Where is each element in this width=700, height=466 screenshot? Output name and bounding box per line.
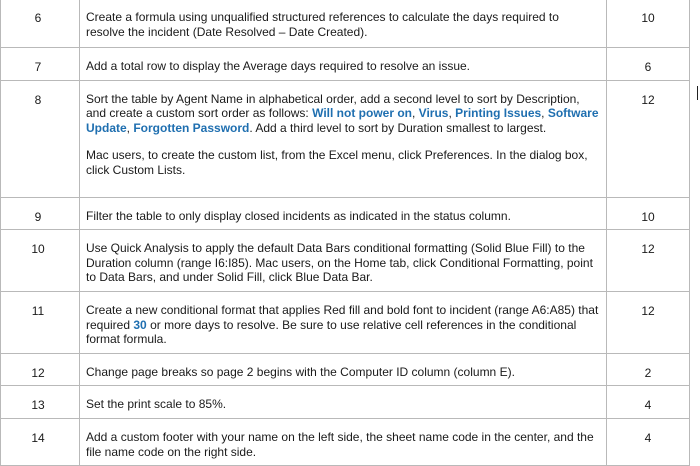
step-number-cell — [1, 0, 80, 48]
step-description — [80, 81, 606, 184]
format-text-before: Create a new conditional format that applies Red fill and bold font to incident (range A6:A85) that required — [86, 302, 599, 332]
step-number-cell — [1, 197, 80, 230]
step-description-cell — [80, 197, 607, 230]
custom-sort-item: Printing Issues — [455, 106, 542, 121]
step-number-cell — [1, 386, 80, 419]
points-cell — [607, 48, 690, 81]
points-value: 2 — [644, 365, 652, 380]
step-number-cell — [1, 291, 80, 353]
points-value: 6 — [644, 60, 652, 74]
table-row — [1, 291, 690, 353]
step-description: Add a total row to display the Average days required to resolve an issue. — [86, 59, 471, 73]
points-value: 4 — [644, 398, 652, 413]
sort-text-before: Sort the table by Agent Name in alphabetical order, add a second level to sort by Description, and create a custom sort order as follows: — [86, 91, 580, 121]
step-description: Change page breaks so page 2 begins with the Computer ID column (column E). — [86, 364, 515, 379]
points-value: 12 — [641, 242, 655, 257]
points-cell — [607, 80, 690, 197]
custom-sort-item: Software Update — [86, 106, 599, 135]
table-row — [1, 418, 690, 465]
step-description — [80, 292, 606, 353]
step-number: 12 — [31, 365, 45, 380]
table-row — [1, 230, 690, 292]
step-description: Filter the table to only display closed incidents as indicated in the status column. — [86, 208, 511, 223]
separator: , — [541, 106, 548, 121]
step-description: Set the print scale to 85%. — [86, 397, 227, 412]
step-description-cell — [80, 48, 607, 81]
step-number-cell — [1, 230, 80, 292]
step-number-cell — [1, 418, 80, 465]
step-description: Add a custom footer with your name on the left side, the sheet name code in the center, and the file name code on the right side. — [86, 429, 594, 459]
step-description-cell — [80, 80, 607, 197]
sort-text-after: . Add a third level to sort by Duration smallest to largest. — [249, 120, 547, 135]
format-text-after: or more days to resolve. Be sure to use relative cell references in the conditional format formula. — [86, 317, 577, 347]
separator: , — [412, 106, 419, 121]
points-value: 4 — [644, 430, 652, 445]
step-description-cell — [80, 418, 607, 465]
points-cell — [607, 197, 690, 230]
step-description-cell — [80, 386, 607, 419]
step-number: 6 — [34, 11, 42, 25]
table-row — [1, 386, 690, 419]
custom-sort-item: Forgotten Password — [133, 120, 250, 135]
separator: , — [448, 106, 456, 121]
text-cursor — [697, 86, 698, 100]
step-number: 10 — [31, 242, 45, 257]
table-row — [1, 0, 690, 48]
step-number: 11 — [31, 303, 45, 318]
table-row — [1, 48, 690, 81]
custom-sort-item: Virus — [418, 106, 449, 121]
points-value: 12 — [641, 92, 655, 107]
step-number: 7 — [34, 60, 42, 74]
step-description: Use Quick Analysis to apply the default Data Bars conditional formatting (Solid Blue Fill) to the Duration column (range I6:I85). Mac users, on the Home tab, click Conditional Formatting, point to Data Bars, and under Solid Fill, click Blue Data Bar. — [86, 241, 593, 285]
step-number: 9 — [34, 209, 42, 224]
sort-instruction-paragraph — [86, 92, 600, 136]
custom-sort-item: Will not power on — [312, 106, 412, 121]
step-number-cell — [1, 80, 80, 197]
points-cell — [607, 353, 690, 386]
step-number: 8 — [34, 92, 42, 107]
step-number: 14 — [31, 430, 45, 445]
points-cell — [607, 291, 690, 353]
step-number-cell — [1, 353, 80, 386]
points-cell — [607, 230, 690, 292]
step-description-cell — [80, 0, 607, 48]
step-description-cell — [80, 291, 607, 353]
table-row — [1, 197, 690, 230]
step-number: 13 — [31, 398, 45, 413]
points-value: 10 — [641, 209, 655, 224]
points-value: 12 — [641, 303, 655, 318]
days-threshold: 30 — [133, 317, 147, 332]
step-description-cell — [80, 230, 607, 292]
step-description: Create a formula using unqualified structured references to calculate the days required to resolve the incident (Date Resolved – Date Created). — [86, 10, 559, 39]
step-number-cell — [1, 48, 80, 81]
points-cell — [607, 418, 690, 465]
points-cell — [607, 386, 690, 419]
points-value: 10 — [641, 11, 655, 25]
table-row — [1, 353, 690, 386]
separator: , — [126, 120, 134, 135]
step-description-cell — [80, 353, 607, 386]
points-cell — [607, 0, 690, 48]
table-row — [1, 80, 690, 197]
mac-users-note: Mac users, to create the custom list, from the Excel menu, click Preferences. In the dialog box, click Custom Lists. — [86, 148, 588, 177]
